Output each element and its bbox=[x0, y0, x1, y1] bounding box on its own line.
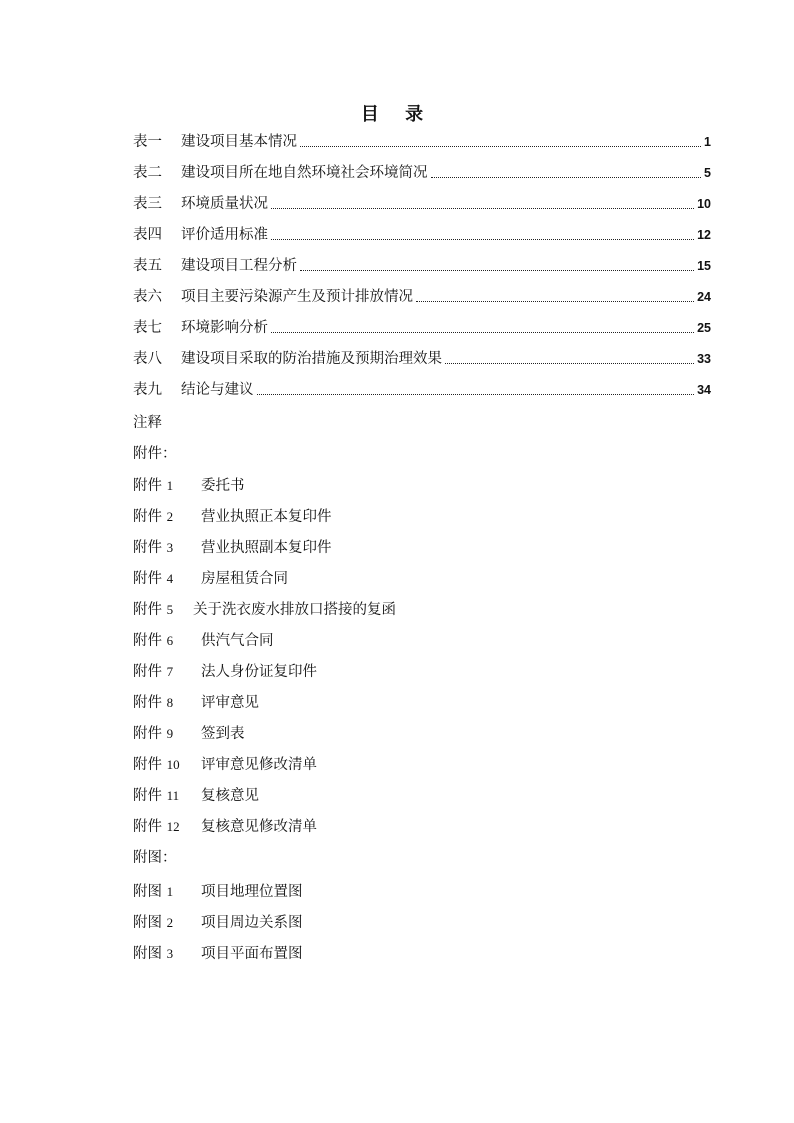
figure-item-number: 3 bbox=[166, 946, 174, 961]
toc-entry-title: 项目主要污染源产生及预计排放情况 bbox=[181, 289, 413, 305]
figure-item-number: 1 bbox=[166, 884, 174, 899]
attachment-item-label-text: 附件 bbox=[133, 540, 162, 556]
toc-entry-title: 评价适用标准 bbox=[181, 227, 268, 243]
attachment-item-label bbox=[133, 598, 173, 622]
toc-entry-number: 表二 bbox=[133, 165, 162, 181]
attachment-item-title: 委托书 bbox=[201, 478, 245, 494]
attachment-item bbox=[133, 505, 533, 529]
toc-entry-page: 10 bbox=[697, 197, 711, 211]
toc-dot-leader bbox=[257, 394, 695, 395]
figure-item-label bbox=[133, 880, 173, 904]
toc-entry-number: 表七 bbox=[133, 320, 162, 336]
figure-item bbox=[133, 911, 533, 935]
toc-dot-leader bbox=[416, 301, 694, 302]
attachment-item-label-text: 附件 bbox=[133, 633, 162, 649]
attachment-item bbox=[133, 660, 533, 684]
attachments-heading: 附件： bbox=[133, 446, 177, 462]
attachment-item-label bbox=[133, 815, 180, 839]
toc-entry-page: 25 bbox=[697, 321, 711, 335]
toc-dot-leader bbox=[445, 363, 694, 364]
toc-entry-number: 表一 bbox=[133, 134, 162, 150]
attachment-item bbox=[133, 691, 533, 715]
attachment-item-title: 供汽气合同 bbox=[201, 633, 274, 649]
page-title: 目 录 bbox=[360, 104, 434, 125]
attachment-item-label-text: 附件 bbox=[133, 602, 162, 618]
toc-entry-page: 12 bbox=[697, 228, 711, 242]
figure-item-label-text: 附图 bbox=[133, 884, 162, 900]
toc-entry[interactable] bbox=[133, 130, 711, 154]
attachment-item-title: 营业执照正本复印件 bbox=[201, 509, 332, 525]
toc-dot-leader bbox=[271, 208, 694, 209]
attachment-item-title: 复核意见修改清单 bbox=[201, 819, 317, 835]
attachment-item-label-text: 附件 bbox=[133, 757, 162, 773]
attachment-item-title: 评审意见修改清单 bbox=[201, 757, 317, 773]
figure-item-title: 项目平面布置图 bbox=[201, 946, 303, 962]
toc-entry-title: 结论与建议 bbox=[181, 382, 254, 398]
attachment-item-number: 4 bbox=[166, 571, 174, 586]
toc-entry[interactable] bbox=[133, 347, 711, 371]
toc-entry-number: 表三 bbox=[133, 196, 162, 212]
attachment-item-label bbox=[133, 474, 173, 498]
attachment-item-title: 复核意见 bbox=[201, 788, 259, 804]
figure-item bbox=[133, 880, 533, 904]
attachment-item-number: 9 bbox=[166, 726, 174, 741]
toc-entry-number: 表六 bbox=[133, 289, 162, 305]
figures-heading: 附图： bbox=[133, 850, 177, 866]
attachment-item-label bbox=[133, 753, 180, 777]
attachment-item-label bbox=[133, 691, 173, 715]
toc-entry-title: 建设项目采取的防治措施及预期治理效果 bbox=[181, 351, 442, 367]
toc-entry[interactable] bbox=[133, 223, 711, 247]
toc-entry[interactable] bbox=[133, 161, 711, 185]
attachment-item-label bbox=[133, 784, 179, 808]
toc-entry-page: 15 bbox=[697, 259, 711, 273]
attachment-item bbox=[133, 536, 533, 560]
attachment-item bbox=[133, 567, 533, 591]
attachment-item-label bbox=[133, 536, 173, 560]
toc-entry-title: 建设项目所在地自然环境社会环境简况 bbox=[181, 165, 428, 181]
attachment-item-title: 法人身份证复印件 bbox=[201, 664, 317, 680]
attachment-item-number: 5 bbox=[166, 602, 174, 617]
attachment-item-label-text: 附件 bbox=[133, 571, 162, 587]
attachment-item bbox=[133, 474, 533, 498]
figure-item-label bbox=[133, 942, 173, 966]
attachment-item-number: 3 bbox=[166, 540, 174, 555]
attachment-item-label-text: 附件 bbox=[133, 819, 162, 835]
attachment-item-number: 2 bbox=[166, 509, 174, 524]
toc-entry-page: 33 bbox=[697, 352, 711, 366]
attachment-item-title: 签到表 bbox=[201, 726, 245, 742]
attachment-item-label bbox=[133, 629, 173, 653]
toc-entry-title: 建设项目基本情况 bbox=[181, 134, 297, 150]
toc-dot-leader bbox=[271, 332, 694, 333]
toc-entry-number: 表八 bbox=[133, 351, 162, 367]
attachment-item-label-text: 附件 bbox=[133, 509, 162, 525]
attachment-item bbox=[133, 753, 533, 777]
toc-entry[interactable] bbox=[133, 378, 711, 402]
attachment-item-number: 6 bbox=[166, 633, 174, 648]
attachment-item-title: 营业执照副本复印件 bbox=[201, 540, 332, 556]
toc-entry-page: 24 bbox=[697, 290, 711, 304]
attachment-item bbox=[133, 722, 533, 746]
figure-item-label-text: 附图 bbox=[133, 915, 162, 931]
attachment-item-number: 8 bbox=[166, 695, 174, 710]
attachment-item-number: 7 bbox=[166, 664, 174, 679]
attachment-item-title: 评审意见 bbox=[201, 695, 259, 711]
toc-entry-page: 34 bbox=[697, 383, 711, 397]
attachment-item-label-text: 附件 bbox=[133, 664, 162, 680]
attachment-item-label bbox=[133, 722, 173, 746]
toc-entry-page: 1 bbox=[704, 135, 711, 149]
figure-item-label bbox=[133, 911, 173, 935]
toc-entry-title: 建设项目工程分析 bbox=[181, 258, 297, 274]
toc-entry[interactable] bbox=[133, 254, 711, 278]
toc-entry-number: 表五 bbox=[133, 258, 162, 274]
attachment-item-number: 10 bbox=[166, 757, 180, 772]
notes-label: 注释 bbox=[133, 415, 162, 431]
attachment-item-label-text: 附件 bbox=[133, 788, 162, 804]
attachment-item-number: 12 bbox=[166, 819, 180, 834]
toc-dot-leader bbox=[431, 177, 702, 178]
attachment-item-title: 关于洗衣废水排放口搭接的复函 bbox=[193, 602, 396, 618]
figure-item-label-text: 附图 bbox=[133, 946, 162, 962]
attachment-item bbox=[133, 784, 533, 808]
attachment-item-label bbox=[133, 567, 173, 591]
figure-item bbox=[133, 942, 533, 966]
attachment-item bbox=[133, 629, 533, 653]
attachment-item-label bbox=[133, 505, 173, 529]
toc-entry-title: 环境影响分析 bbox=[181, 320, 268, 336]
attachment-item-number: 11 bbox=[166, 788, 180, 803]
toc-entry[interactable] bbox=[133, 285, 711, 309]
toc-dot-leader bbox=[300, 270, 694, 271]
toc-entry-title: 环境质量状况 bbox=[181, 196, 268, 212]
toc-entry[interactable] bbox=[133, 192, 711, 216]
attachment-item bbox=[133, 598, 533, 622]
attachment-item-label-text: 附件 bbox=[133, 478, 162, 494]
figure-item-title: 项目地理位置图 bbox=[201, 884, 303, 900]
attachment-item-label-text: 附件 bbox=[133, 695, 162, 711]
toc-entry-number: 表四 bbox=[133, 227, 162, 243]
attachment-item-label-text: 附件 bbox=[133, 726, 162, 742]
figure-item-number: 2 bbox=[166, 915, 174, 930]
toc-entry[interactable] bbox=[133, 316, 711, 340]
attachment-item bbox=[133, 815, 533, 839]
attachment-item-label bbox=[133, 660, 173, 684]
attachment-item-title: 房屋租赁合同 bbox=[201, 571, 288, 587]
attachment-item-number: 1 bbox=[166, 478, 174, 493]
toc-entry-page: 5 bbox=[704, 166, 711, 180]
toc-dot-leader bbox=[271, 239, 694, 240]
toc-entry-number: 表九 bbox=[133, 382, 162, 398]
figure-item-title: 项目周边关系图 bbox=[201, 915, 303, 931]
toc-dot-leader bbox=[300, 146, 701, 147]
